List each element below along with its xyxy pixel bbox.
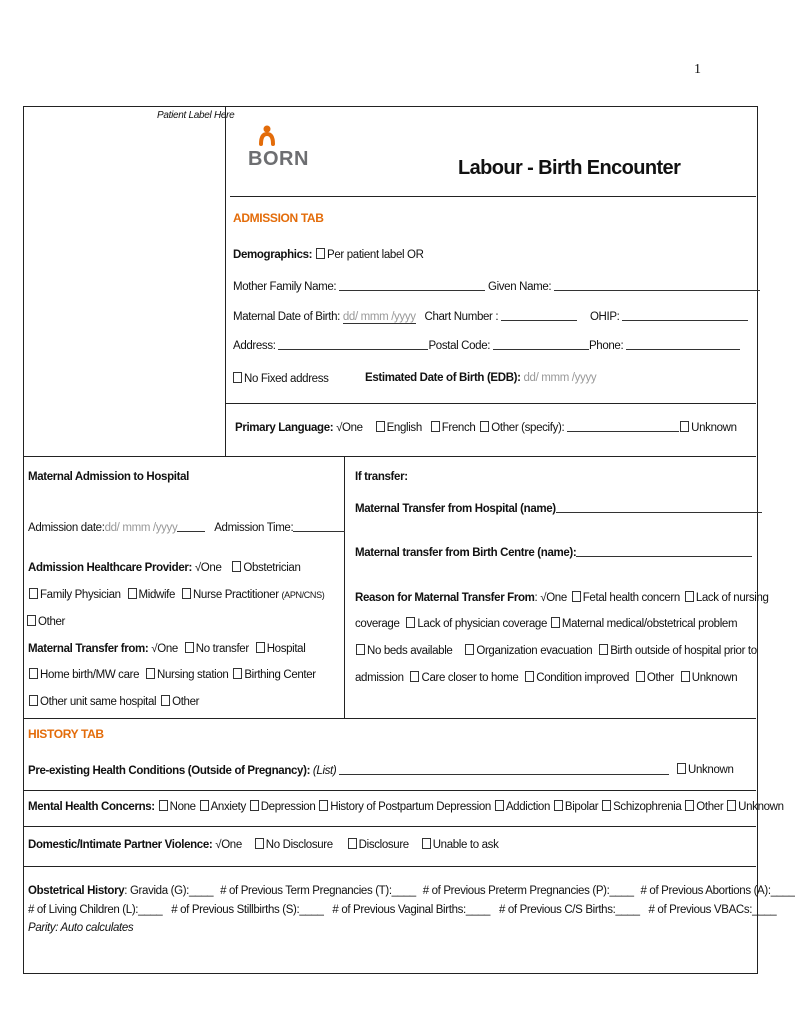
obs-gravida: Gravida (G):____ [129,885,214,897]
section-rule-3 [23,790,756,791]
dob-row [233,309,748,323]
other-provider-checkbox[interactable] [27,615,36,626]
midwife-checkbox[interactable] [128,588,137,599]
born-logo [246,122,309,172]
section-rule-4 [23,826,756,827]
transfer-no-transfer: No transfer [195,643,249,655]
other-language-checkbox[interactable] [480,421,489,432]
obs-term: # of Previous Term Pregnancies (T):____ [220,885,416,897]
reason-birth-outside-cont: admission [355,672,404,684]
maternal-dob-label: Maternal Date of Birth: [233,311,341,323]
language-english: English [386,422,422,434]
provider-row-2 [28,588,324,601]
edb-field[interactable]: dd/ mmm /yyyy [523,372,597,384]
obs-abortions: # of Previous Abortions (A):____ [640,885,795,897]
mental-health-label: Mental Health Concerns: [28,801,155,813]
if-transfer-heading: If transfer: [355,471,408,483]
logo-text: BORN [248,148,309,170]
provider-midwife: Midwife [138,589,176,601]
care-closer-checkbox[interactable] [410,671,419,682]
mh-anxiety-checkbox[interactable] [200,800,209,811]
mh-anxiety: Anxiety [210,801,246,813]
english-checkbox[interactable] [376,421,385,432]
ipv-row [28,838,498,851]
nursing-station-checkbox[interactable] [146,668,155,679]
section-rule-2 [23,718,756,719]
phone-field[interactable] [626,338,740,350]
transfer-birthing-center: Birthing Center [244,669,316,681]
patient-label-text: Patient Label Here [157,110,235,121]
provider-nurse-practitioner: Nurse Practitioner [192,589,279,601]
no-transfer-checkbox[interactable] [185,642,194,653]
mh-addiction-checkbox[interactable] [495,800,504,811]
maternal-medical-checkbox[interactable] [551,617,560,628]
admission-date-row [28,520,345,534]
provider-row-3 [26,615,65,628]
address-label: Address: [233,340,276,352]
demographics-row [233,248,424,261]
preexisting-label: Pre-existing Health Conditions (Outside of Pregnancy): [28,765,311,777]
history-tab-heading: HISTORY TAB [28,727,104,741]
obstetrician-checkbox[interactable] [232,561,241,572]
admission-date-field[interactable]: dd/ mmm /yyyy [104,522,178,534]
no-fixed-address-checkbox[interactable] [233,372,242,383]
mh-schizophrenia-checkbox[interactable] [602,800,611,811]
obs-vaginal: # of Previous Vaginal Births:____ [332,904,491,916]
reason-other: Other [646,672,674,684]
mother-name-row [233,279,760,293]
transfer-other-unit: Other unit same hospital [40,696,157,708]
obstetrical-row-1: Obstetrical History: Gravida (G):____ # of Previous Term Pregnancies (T):____ # of Previous Preterm Pregnancies (P):____ # of Previous Abortions (A):____ [28,885,795,897]
reason-row-2 [355,617,737,630]
provider-one: √One [194,562,222,574]
obstetrical-row-2 [28,904,776,916]
org-evacuation-checkbox[interactable] [465,644,474,655]
ohip-field[interactable] [622,309,748,321]
other-language-field[interactable] [567,420,679,432]
reason-other-checkbox[interactable] [636,671,645,682]
reason-no-beds: No beds available [367,645,453,657]
reason-row-1: Reason for Maternal Transfer From: √One Fetal health concern Lack of nursing [355,592,769,604]
reason-lack-nursing-cont: coverage [355,618,400,630]
admission-time-label: Admission Time: [214,522,294,534]
section-rule-5 [23,866,756,867]
obs-vbacs: # of Previous VBACs:____ [648,904,777,916]
ipv-no-disclosure: No Disclosure [265,839,333,851]
page-number: 1 [694,62,701,77]
given-name-field[interactable] [554,279,760,291]
preexisting-row [28,763,669,777]
ipv-one: √One [215,839,242,851]
admission-time-field[interactable] [293,520,345,532]
obs-preterm: # of Previous Preterm Pregnancies (P):____ [422,885,634,897]
french-checkbox[interactable] [431,421,440,432]
provider-obstetrician: Obstetrician [243,562,301,574]
transfer-hospital: Hospital [266,643,306,655]
lack-nursing-checkbox[interactable] [685,591,694,602]
unable-to-ask-checkbox[interactable] [422,838,431,849]
preexisting-unknown-label: Unknown [688,764,734,776]
maternal-dob-field[interactable]: dd/ mmm /yyyy [342,311,416,323]
mh-schizophrenia: Schizophrenia [613,801,682,813]
birth-outside-checkbox[interactable] [599,644,608,655]
mother-family-name-field[interactable] [339,279,485,291]
demographics-checkbox[interactable] [316,248,325,259]
reason-label: Reason for Maternal Transfer From [355,592,535,604]
transfer-row-3 [28,695,199,708]
mh-bipolar: Bipolar [564,801,599,813]
mh-addiction: Addiction [505,801,551,813]
reason-row-3 [355,644,757,657]
no-disclosure-checkbox[interactable] [255,838,264,849]
from-hospital-row [355,501,762,515]
mh-other: Other [696,801,724,813]
preexisting-field[interactable] [339,763,669,775]
ipv-label: Domestic/Intimate Partner Violence: [28,839,213,851]
given-name-label: Given Name: [487,281,552,293]
provider-other: Other [38,616,66,628]
chart-number-field[interactable] [501,309,577,321]
transfer-nursing-station: Nursing station [157,669,229,681]
provider-np-suffix: (APN/CNS) [281,590,325,600]
ipv-unable-to-ask: Unable to ask [432,839,499,851]
preexisting-list-hint: (List) [312,765,337,777]
reason-birth-outside: Birth outside of hospital prior to [610,645,757,657]
admission-rule [225,403,756,404]
ipv-disclosure: Disclosure [358,839,409,851]
language-other: Other (specify): [491,422,565,434]
transfer-one: √One [151,643,178,655]
provider-row [28,561,301,574]
reason-row-4 [355,671,737,684]
condition-improved-checkbox[interactable] [525,671,534,682]
birthing-center-checkbox[interactable] [233,668,242,679]
from-birth-centre-field[interactable] [576,545,752,557]
mother-family-name-label: Mother Family Name: [233,281,337,293]
from-birth-centre-row [355,545,752,559]
demographics-option: Per patient label OR [327,249,424,261]
provider-label: Admission Healthcare Provider: [28,562,192,574]
mh-ppd-checkbox[interactable] [319,800,328,811]
transfer-from-row [28,642,305,655]
fetal-health-checkbox[interactable] [572,591,581,602]
preexisting-unknown [676,763,734,776]
admission-tab-heading: ADMISSION TAB [233,211,324,225]
reason-fetal-health: Fetal health concern [582,592,680,604]
reason-org-evacuation: Organization evacuation [476,645,593,657]
reason-one: √One [540,592,567,604]
transfer-other: Other [172,696,200,708]
mh-other-checkbox[interactable] [685,800,694,811]
no-fixed-address-row [232,372,329,385]
obstetrical-label: Obstetrical History [28,885,125,897]
page-title: Labour - Birth Encounter [458,157,681,179]
from-hospital-field[interactable] [556,501,762,513]
address-field[interactable] [278,338,428,350]
phone-label: Phone: [588,340,624,352]
transfer-other-checkbox[interactable] [161,695,170,706]
transfer-row-2 [28,668,316,681]
primary-language-row [235,420,737,434]
transfer-from-label: Maternal Transfer from: [28,643,149,655]
transfer-home-birth: Home birth/MW care [40,669,140,681]
obs-cs: # of Previous C/S Births:____ [498,904,640,916]
other-unit-checkbox[interactable] [29,695,38,706]
postal-code-field[interactable] [493,338,589,350]
mh-depression-checkbox[interactable] [250,800,259,811]
home-birth-checkbox[interactable] [29,668,38,679]
nurse-practitioner-checkbox[interactable] [182,588,191,599]
reason-lack-nursing: Lack of nursing [695,592,769,604]
disclosure-checkbox[interactable] [348,838,357,849]
parity-note: Parity: Auto calculates [28,922,134,934]
mh-none: None [169,801,196,813]
mh-depression: Depression [260,801,316,813]
reason-unknown-checkbox[interactable] [681,671,690,682]
lack-physician-checkbox[interactable] [406,617,415,628]
preexisting-unknown-checkbox[interactable] [677,763,686,774]
obs-living: # of Living Children (L):____ [28,904,163,916]
from-birth-centre-label: Maternal transfer from Birth Centre (name): [355,547,577,559]
hospital-checkbox[interactable] [256,642,265,653]
mh-ppd: History of Postpartum Depression [330,801,491,813]
middle-divider [344,456,345,718]
language-unknown: Unknown [691,422,737,434]
postal-code-label: Postal Code: [428,340,491,352]
primary-language-label: Primary Language: [235,422,334,434]
mental-health-row [28,800,784,813]
maternal-admission-heading: Maternal Admission to Hospital [28,471,189,483]
language-french: French [441,422,476,434]
no-beds-checkbox[interactable] [356,644,365,655]
mh-unknown: Unknown [738,801,784,813]
reason-condition-improved: Condition improved [536,672,630,684]
mh-none-checkbox[interactable] [159,800,168,811]
demographics-label: Demographics: [233,249,313,261]
header-rule [230,196,756,197]
no-fixed-address-label: No Fixed address [244,373,329,385]
mh-unknown-checkbox[interactable] [727,800,736,811]
chart-number-label: Chart Number : [424,311,499,323]
ohip-label: OHIP: [589,311,620,323]
mh-bipolar-checkbox[interactable] [554,800,563,811]
family-physician-checkbox[interactable] [29,588,38,599]
from-hospital-label: Maternal Transfer from Hospital (name) [355,503,556,515]
obs-stillbirths: # of Previous Stillbirths (S):____ [171,904,324,916]
reason-lack-physician: Lack of physician coverage [417,618,547,630]
admission-date-underline [177,520,205,532]
unknown-language-checkbox[interactable] [680,421,689,432]
edb-label: Estimated Date of Birth (EDB): [365,372,521,384]
language-one: √One [336,422,363,434]
admission-date-label: Admission date: [28,522,105,534]
reason-unknown: Unknown [691,672,738,684]
address-row [233,338,740,352]
section-rule-1 [23,456,756,457]
edb-row [365,372,596,384]
provider-family-physician: Family Physician [40,589,121,601]
reason-care-closer: Care closer to home [421,672,519,684]
reason-maternal-medical: Maternal medical/obstetrical problem [561,618,738,630]
